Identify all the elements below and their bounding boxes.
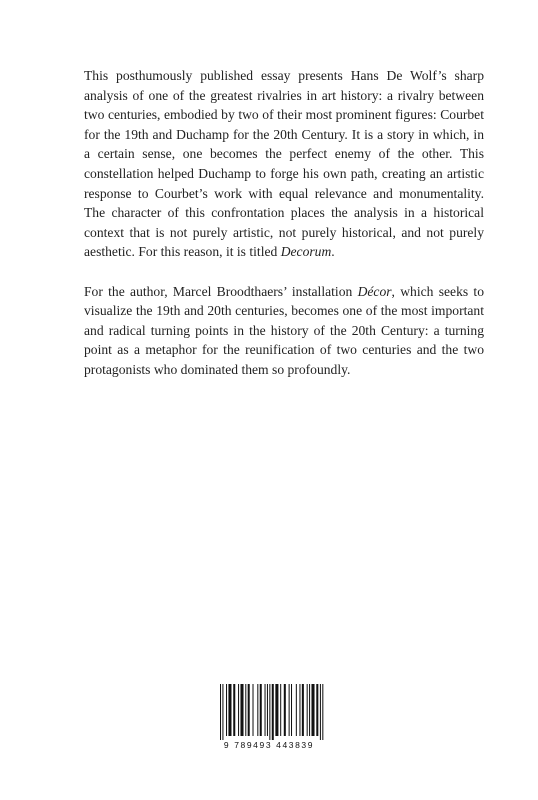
barcode-bar xyxy=(311,684,314,736)
barcode-bar xyxy=(322,684,323,740)
blurb-paragraph-2 xyxy=(84,282,484,380)
barcode-bar xyxy=(272,684,274,740)
barcode-bar xyxy=(280,684,281,736)
barcode-bar xyxy=(316,684,318,736)
barcode-bars xyxy=(220,684,323,740)
barcode-bar xyxy=(307,684,308,736)
barcode-bar xyxy=(284,684,286,736)
barcode-bar xyxy=(320,684,321,740)
blurb-text xyxy=(84,66,484,380)
barcode-graphic xyxy=(212,680,326,752)
installation-title-decor: Décor xyxy=(357,283,392,299)
barcode-bar xyxy=(267,684,268,736)
barcode-bar xyxy=(245,684,246,736)
barcode-bar xyxy=(302,684,304,736)
barcode-bar xyxy=(248,684,250,736)
barcode-bar xyxy=(265,684,266,736)
barcode-bar xyxy=(299,684,300,736)
barcode-bar xyxy=(238,684,239,736)
barcode-bar xyxy=(233,684,235,736)
book-title-decorum: Decorum xyxy=(280,244,332,260)
blurb-paragraph-1-text: This posthumously published essay presents Hans De Wolf’s sharp analysis of one of the greatest rivalries in art history: a rivalry between two centuries, embodied by two of their most prominent figures: Courbet for the 19th and Duchamp for the 20th Century. It is a story in which, in a certain sense, one becomes the perfect enemy of the other. This constellation helped Duchamp to forge his own path, creating an artistic response to Courbet’s work with equal relevance and monumentality. The character of this confrontation places the analysis in a historical context that is not purely artistic, not purely historical, and not purely aesthetic. For this reason, it is titled xyxy=(84,68,484,260)
barcode-bar xyxy=(296,684,297,736)
barcode-bar xyxy=(309,684,310,736)
barcode-bar xyxy=(228,684,231,736)
barcode-bar xyxy=(260,684,262,736)
barcode-bar xyxy=(275,684,278,736)
barcode-bar xyxy=(222,684,223,740)
blurb-paragraph-1-end: . xyxy=(331,244,335,260)
blurb-paragraph-2-end: , which seeks to visualize the 19th and 20th centuries, becomes one of the most important and radical turning points in the history of the 20th Century: a turning point as a metaphor for the reunification of two centuries and the two protagonists who dominated them so profoundly. xyxy=(84,283,484,377)
isbn-barcode xyxy=(212,680,326,752)
barcode-bar xyxy=(240,684,243,736)
barcode-bar xyxy=(253,684,254,736)
barcode-bar xyxy=(220,684,221,740)
barcode-bar xyxy=(291,684,292,736)
barcode-bar xyxy=(226,684,227,736)
blurb-paragraph-2-text: For the author, Marcel Broodthaers’ installation xyxy=(84,283,358,299)
barcode-digits: 9 789493 443839 xyxy=(223,740,315,750)
barcode-bar xyxy=(289,684,290,736)
barcode-bar xyxy=(257,684,258,736)
blurb-paragraph-1 xyxy=(84,66,484,262)
barcode-bar xyxy=(269,684,270,740)
